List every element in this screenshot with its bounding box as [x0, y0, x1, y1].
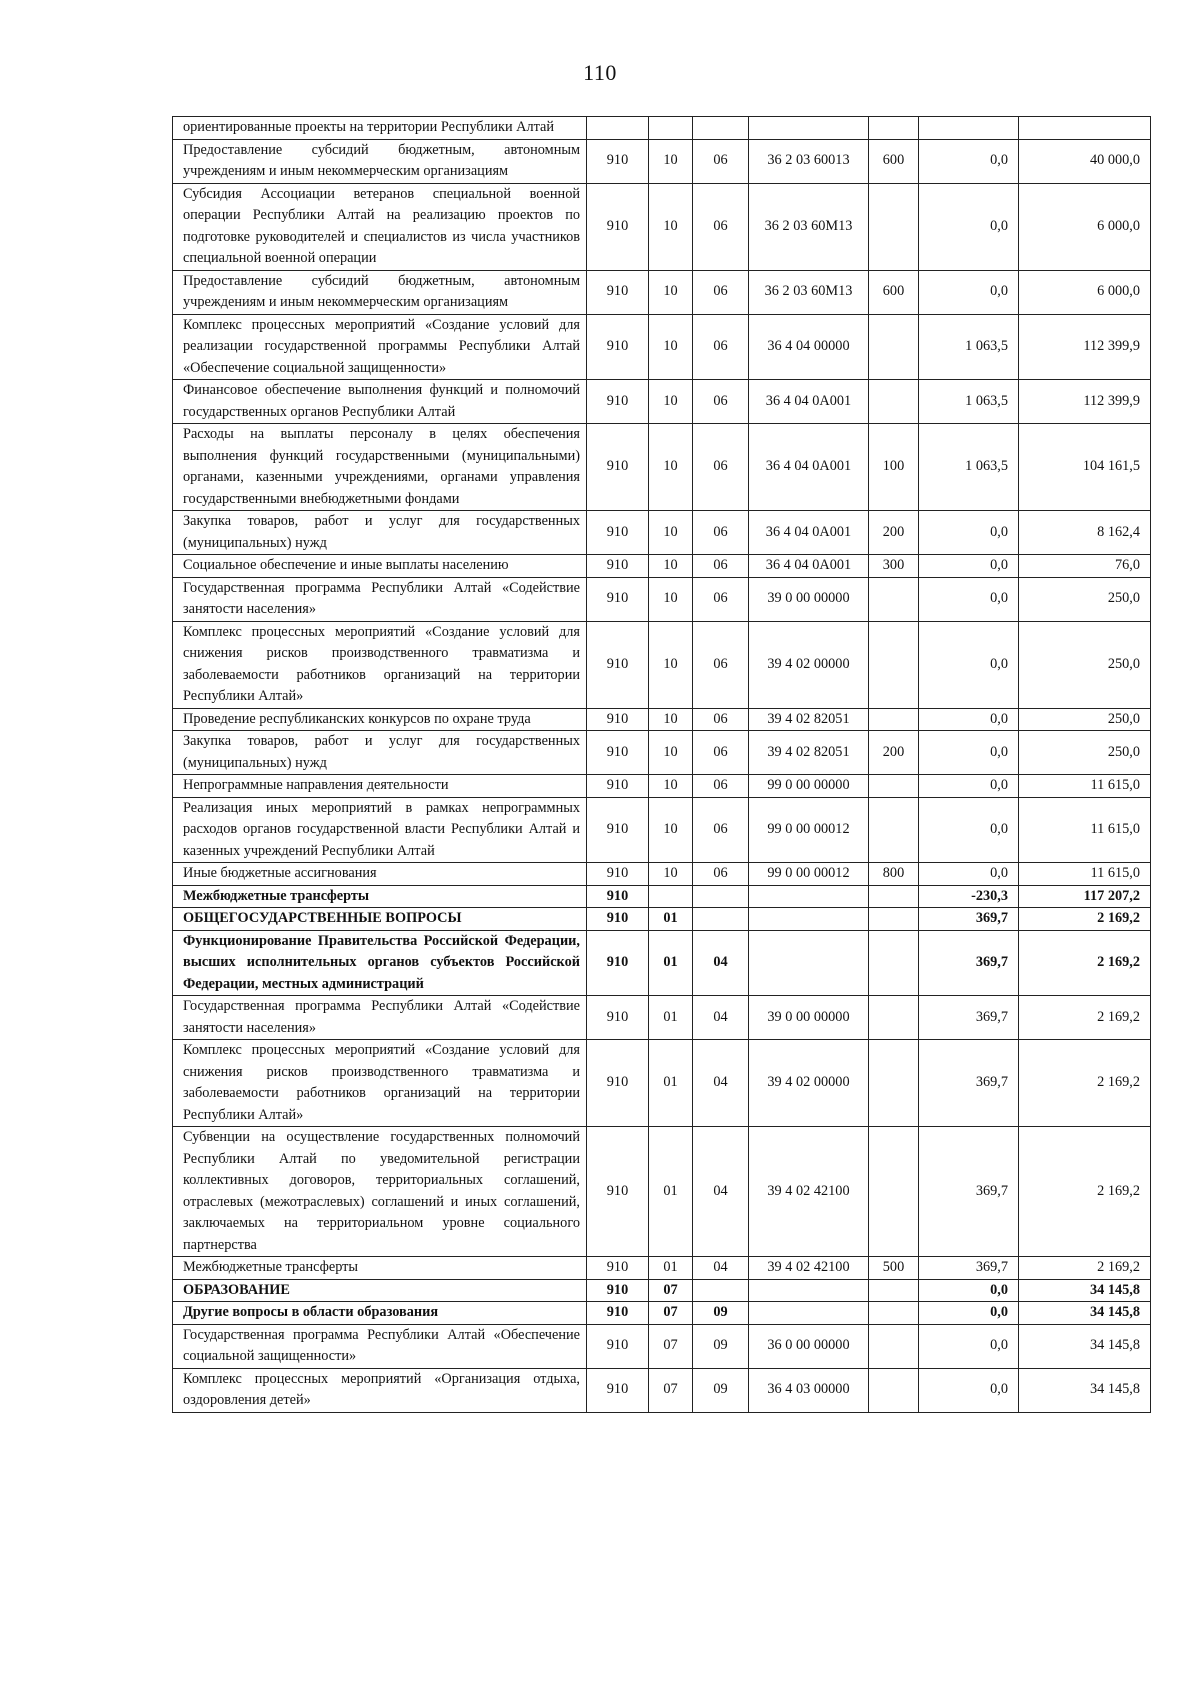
- row-name: Государственная программа Республики Алтай «Содействие занятости населения»: [173, 996, 587, 1040]
- row-amount-total: 2 169,2: [1019, 1040, 1151, 1127]
- row-subsection: 06: [693, 863, 749, 886]
- row-expense-type: [869, 996, 919, 1040]
- row-name: Функционирование Правительства Российской Федерации, высших исполнительных органов субъектов Российской Федерации, местных администраций: [173, 930, 587, 996]
- row-amount-change: 0,0: [919, 577, 1019, 621]
- row-target-article: 36 2 03 60М13: [749, 270, 869, 314]
- row-amount-total: 250,0: [1019, 731, 1151, 775]
- row-subsection: 06: [693, 577, 749, 621]
- row-expense-type: [869, 117, 919, 140]
- row-target-article: 36 0 00 00000: [749, 1324, 869, 1368]
- row-amount-total: 250,0: [1019, 577, 1151, 621]
- row-amount-change: 0,0: [919, 1279, 1019, 1302]
- row-grbs: 910: [587, 775, 649, 798]
- row-amount-total: 34 145,8: [1019, 1324, 1151, 1368]
- table-row: [173, 314, 1151, 380]
- row-name: Государственная программа Республики Алтай «Обеспечение социальной защищенности»: [173, 1324, 587, 1368]
- row-target-article: 99 0 00 00000: [749, 775, 869, 798]
- row-amount-total: 40 000,0: [1019, 139, 1151, 183]
- row-amount-change: 0,0: [919, 555, 1019, 578]
- row-amount-total: 112 399,9: [1019, 314, 1151, 380]
- row-amount-total: 6 000,0: [1019, 270, 1151, 314]
- row-expense-type: [869, 1127, 919, 1257]
- row-subsection: 04: [693, 1040, 749, 1127]
- row-expense-type: 100: [869, 424, 919, 511]
- row-target-article: 36 4 04 0А001: [749, 380, 869, 424]
- row-name: Субвенции на осуществление государственных полномочий Республики Алтай по уведомительной регистрации коллективных договоров, территориальных соглашений, отраслевых (межотраслевых) соглашений и иных соглашений, заключаемых на территориальном уровне социального партнерства: [173, 1127, 587, 1257]
- row-section: 10: [649, 863, 693, 886]
- budget-table: [172, 116, 1151, 1413]
- row-name: Государственная программа Республики Алтай «Содействие занятости населения»: [173, 577, 587, 621]
- row-subsection: 06: [693, 621, 749, 708]
- row-section: 10: [649, 775, 693, 798]
- row-name: ОБРАЗОВАНИЕ: [173, 1279, 587, 1302]
- row-grbs: 910: [587, 1127, 649, 1257]
- row-grbs: 910: [587, 270, 649, 314]
- row-amount-total: [1019, 117, 1151, 140]
- row-amount-change: 0,0: [919, 621, 1019, 708]
- row-section: 07: [649, 1302, 693, 1325]
- row-amount-change: 369,7: [919, 930, 1019, 996]
- row-target-article: [749, 1302, 869, 1325]
- row-name: Межбюджетные трансферты: [173, 1257, 587, 1280]
- row-subsection: 06: [693, 314, 749, 380]
- row-section: 10: [649, 424, 693, 511]
- row-amount-total: 11 615,0: [1019, 797, 1151, 863]
- row-subsection: 09: [693, 1302, 749, 1325]
- row-grbs: 910: [587, 139, 649, 183]
- row-amount-change: 369,7: [919, 996, 1019, 1040]
- row-amount-total: 34 145,8: [1019, 1368, 1151, 1412]
- table-row: [173, 139, 1151, 183]
- table-row: [173, 577, 1151, 621]
- row-name: Предоставление субсидий бюджетным, автономным учреждениям и иным некоммерческим организациям: [173, 270, 587, 314]
- row-expense-type: [869, 183, 919, 270]
- row-grbs: 910: [587, 577, 649, 621]
- row-amount-change: 0,0: [919, 1368, 1019, 1412]
- row-amount-change: 369,7: [919, 1040, 1019, 1127]
- row-grbs: 910: [587, 183, 649, 270]
- table-row: [173, 996, 1151, 1040]
- table-row: [173, 1302, 1151, 1325]
- row-expense-type: 200: [869, 731, 919, 775]
- row-subsection: 06: [693, 555, 749, 578]
- table-row: [173, 908, 1151, 931]
- row-name: Межбюджетные трансферты: [173, 885, 587, 908]
- row-amount-total: 112 399,9: [1019, 380, 1151, 424]
- row-amount-change: -230,3: [919, 885, 1019, 908]
- table-row: [173, 1257, 1151, 1280]
- row-expense-type: [869, 314, 919, 380]
- row-name: Комплекс процессных мероприятий «Организация отдыха, оздоровления детей»: [173, 1368, 587, 1412]
- row-subsection: [693, 117, 749, 140]
- row-amount-change: 1 063,5: [919, 314, 1019, 380]
- row-expense-type: 800: [869, 863, 919, 886]
- row-name: Финансовое обеспечение выполнения функций и полномочий государственных органов Республики Алтай: [173, 380, 587, 424]
- row-target-article: 39 0 00 00000: [749, 996, 869, 1040]
- row-target-article: 39 4 02 42100: [749, 1127, 869, 1257]
- row-grbs: 910: [587, 1257, 649, 1280]
- row-name: Комплекс процессных мероприятий «Создание условий для реализации государственной программы Республики Алтай «Обеспечение социальной защищенности»: [173, 314, 587, 380]
- row-section: 10: [649, 139, 693, 183]
- row-section: [649, 117, 693, 140]
- table-row: [173, 1324, 1151, 1368]
- row-amount-total: 11 615,0: [1019, 775, 1151, 798]
- row-section: 07: [649, 1368, 693, 1412]
- row-expense-type: 200: [869, 511, 919, 555]
- table-row: [173, 1040, 1151, 1127]
- row-section: 10: [649, 621, 693, 708]
- table-row: [173, 117, 1151, 140]
- row-section: 10: [649, 511, 693, 555]
- row-section: 10: [649, 314, 693, 380]
- row-grbs: 910: [587, 708, 649, 731]
- row-amount-change: 0,0: [919, 775, 1019, 798]
- row-subsection: 06: [693, 270, 749, 314]
- row-target-article: [749, 885, 869, 908]
- row-grbs: 910: [587, 996, 649, 1040]
- row-expense-type: [869, 930, 919, 996]
- row-name: Закупка товаров, работ и услуг для государственных (муниципальных) нужд: [173, 511, 587, 555]
- row-subsection: [693, 908, 749, 931]
- row-section: 01: [649, 930, 693, 996]
- row-section: 10: [649, 797, 693, 863]
- row-amount-change: 0,0: [919, 139, 1019, 183]
- row-grbs: 910: [587, 555, 649, 578]
- row-section: 10: [649, 380, 693, 424]
- table-row: [173, 555, 1151, 578]
- row-section: 10: [649, 270, 693, 314]
- row-subsection: 04: [693, 1127, 749, 1257]
- row-expense-type: 300: [869, 555, 919, 578]
- table-row: [173, 270, 1151, 314]
- table-row: [173, 930, 1151, 996]
- row-target-article: 39 4 02 82051: [749, 708, 869, 731]
- row-amount-change: 0,0: [919, 863, 1019, 886]
- row-target-article: 36 4 04 00000: [749, 314, 869, 380]
- row-amount-total: 11 615,0: [1019, 863, 1151, 886]
- row-grbs: 910: [587, 1368, 649, 1412]
- row-section: [649, 885, 693, 908]
- row-expense-type: 600: [869, 139, 919, 183]
- table-row: [173, 1368, 1151, 1412]
- row-grbs: 910: [587, 863, 649, 886]
- table-row: [173, 380, 1151, 424]
- row-subsection: 06: [693, 511, 749, 555]
- budget-table-body: [173, 117, 1151, 1413]
- row-section: 01: [649, 996, 693, 1040]
- row-grbs: 910: [587, 424, 649, 511]
- row-target-article: [749, 908, 869, 931]
- row-expense-type: [869, 1368, 919, 1412]
- row-section: 07: [649, 1279, 693, 1302]
- row-section: 10: [649, 183, 693, 270]
- table-row: [173, 863, 1151, 886]
- row-target-article: 99 0 00 00012: [749, 863, 869, 886]
- row-target-article: 39 4 02 00000: [749, 1040, 869, 1127]
- row-expense-type: [869, 621, 919, 708]
- table-row: [173, 511, 1151, 555]
- row-amount-change: 369,7: [919, 1127, 1019, 1257]
- row-expense-type: [869, 1279, 919, 1302]
- table-row: [173, 731, 1151, 775]
- row-amount-change: [919, 117, 1019, 140]
- row-section: 10: [649, 708, 693, 731]
- row-expense-type: [869, 775, 919, 798]
- row-subsection: 06: [693, 708, 749, 731]
- row-amount-total: 2 169,2: [1019, 1257, 1151, 1280]
- table-row: [173, 797, 1151, 863]
- row-subsection: 09: [693, 1324, 749, 1368]
- row-amount-change: 0,0: [919, 511, 1019, 555]
- page-number: 110: [583, 60, 617, 85]
- row-subsection: 06: [693, 424, 749, 511]
- row-name: Социальное обеспечение и иные выплаты населению: [173, 555, 587, 578]
- row-amount-change: 0,0: [919, 183, 1019, 270]
- row-grbs: 910: [587, 1279, 649, 1302]
- row-target-article: [749, 1279, 869, 1302]
- row-section: 07: [649, 1324, 693, 1368]
- row-section: 01: [649, 908, 693, 931]
- row-amount-total: 8 162,4: [1019, 511, 1151, 555]
- row-section: 01: [649, 1127, 693, 1257]
- row-name: Комплекс процессных мероприятий «Создание условий для снижения рисков производственного травматизма и заболеваемости работников организаций на территории Республики Алтай»: [173, 1040, 587, 1127]
- row-section: 01: [649, 1040, 693, 1127]
- row-expense-type: 500: [869, 1257, 919, 1280]
- row-amount-total: 6 000,0: [1019, 183, 1151, 270]
- row-target-article: 36 2 03 60013: [749, 139, 869, 183]
- row-subsection: 04: [693, 1257, 749, 1280]
- table-row: [173, 424, 1151, 511]
- row-target-article: 99 0 00 00012: [749, 797, 869, 863]
- row-grbs: 910: [587, 1302, 649, 1325]
- table-row: [173, 1279, 1151, 1302]
- row-name: Расходы на выплаты персоналу в целях обеспечения выполнения функций государственными (муниципальными) органами, казенными учреждениями, органами управления государственными внебюджетными фондами: [173, 424, 587, 511]
- row-subsection: 09: [693, 1368, 749, 1412]
- row-target-article: 36 4 04 0А001: [749, 424, 869, 511]
- row-amount-total: 34 145,8: [1019, 1302, 1151, 1325]
- row-grbs: 910: [587, 797, 649, 863]
- row-expense-type: [869, 885, 919, 908]
- row-name: Комплекс процессных мероприятий «Создание условий для снижения рисков производственного травматизма и заболеваемости работников организаций на территории Республики Алтай»: [173, 621, 587, 708]
- row-expense-type: [869, 577, 919, 621]
- row-expense-type: [869, 797, 919, 863]
- row-amount-change: 1 063,5: [919, 380, 1019, 424]
- row-expense-type: [869, 1302, 919, 1325]
- row-expense-type: [869, 380, 919, 424]
- row-grbs: 910: [587, 511, 649, 555]
- row-grbs: 910: [587, 908, 649, 931]
- row-subsection: 06: [693, 380, 749, 424]
- row-amount-total: 2 169,2: [1019, 908, 1151, 931]
- row-target-article: 36 2 03 60М13: [749, 183, 869, 270]
- row-subsection: 04: [693, 996, 749, 1040]
- row-name: ориентированные проекты на территории Республики Алтай: [173, 117, 587, 140]
- row-grbs: 910: [587, 1324, 649, 1368]
- row-amount-total: 34 145,8: [1019, 1279, 1151, 1302]
- row-amount-total: 2 169,2: [1019, 930, 1151, 996]
- row-subsection: 06: [693, 183, 749, 270]
- row-amount-change: 0,0: [919, 270, 1019, 314]
- row-amount-total: 117 207,2: [1019, 885, 1151, 908]
- row-amount-total: 2 169,2: [1019, 1127, 1151, 1257]
- row-section: 01: [649, 1257, 693, 1280]
- row-subsection: 06: [693, 731, 749, 775]
- table-row: [173, 885, 1151, 908]
- row-amount-total: 250,0: [1019, 708, 1151, 731]
- row-expense-type: [869, 1040, 919, 1127]
- row-grbs: 910: [587, 930, 649, 996]
- row-expense-type: [869, 708, 919, 731]
- row-target-article: 36 4 04 0А001: [749, 555, 869, 578]
- row-amount-change: 0,0: [919, 708, 1019, 731]
- row-name: Другие вопросы в области образования: [173, 1302, 587, 1325]
- row-grbs: 910: [587, 885, 649, 908]
- row-target-article: 39 4 02 42100: [749, 1257, 869, 1280]
- table-row: [173, 708, 1151, 731]
- table-row: [173, 1127, 1151, 1257]
- row-name: Субсидия Ассоциации ветеранов специальной военной операции Республики Алтай на реализацию проектов по подготовке руководителей и специалистов из числа участников специальной военной операции: [173, 183, 587, 270]
- row-grbs: 910: [587, 314, 649, 380]
- row-amount-total: 104 161,5: [1019, 424, 1151, 511]
- row-name: ОБЩЕГОСУДАРСТВЕННЫЕ ВОПРОСЫ: [173, 908, 587, 931]
- row-expense-type: [869, 908, 919, 931]
- row-section: 10: [649, 577, 693, 621]
- row-amount-total: 2 169,2: [1019, 996, 1151, 1040]
- row-target-article: 39 4 02 00000: [749, 621, 869, 708]
- row-amount-total: 76,0: [1019, 555, 1151, 578]
- row-grbs: [587, 117, 649, 140]
- table-row: [173, 183, 1151, 270]
- row-name: Закупка товаров, работ и услуг для государственных (муниципальных) нужд: [173, 731, 587, 775]
- row-name: Непрограммные направления деятельности: [173, 775, 587, 798]
- row-amount-change: 0,0: [919, 797, 1019, 863]
- row-amount-change: 1 063,5: [919, 424, 1019, 511]
- row-subsection: 06: [693, 775, 749, 798]
- row-target-article: 39 0 00 00000: [749, 577, 869, 621]
- row-amount-total: 250,0: [1019, 621, 1151, 708]
- row-target-article: 36 4 04 0А001: [749, 511, 869, 555]
- row-amount-change: 369,7: [919, 1257, 1019, 1280]
- row-expense-type: 600: [869, 270, 919, 314]
- row-subsection: 04: [693, 930, 749, 996]
- row-subsection: 06: [693, 797, 749, 863]
- row-target-article: [749, 930, 869, 996]
- row-grbs: 910: [587, 621, 649, 708]
- row-amount-change: 0,0: [919, 1324, 1019, 1368]
- row-grbs: 910: [587, 380, 649, 424]
- row-section: 10: [649, 731, 693, 775]
- row-name: Иные бюджетные ассигнования: [173, 863, 587, 886]
- row-name: Предоставление субсидий бюджетным, автономным учреждениям и иным некоммерческим организациям: [173, 139, 587, 183]
- row-name: Проведение республиканских конкурсов по охране труда: [173, 708, 587, 731]
- row-name: Реализация иных мероприятий в рамках непрограммных расходов органов государственной власти Республики Алтай и казенных учреждений Республики Алтай: [173, 797, 587, 863]
- row-target-article: 36 4 03 00000: [749, 1368, 869, 1412]
- row-amount-change: 369,7: [919, 908, 1019, 931]
- row-grbs: 910: [587, 1040, 649, 1127]
- row-expense-type: [869, 1324, 919, 1368]
- table-row: [173, 621, 1151, 708]
- row-amount-change: 0,0: [919, 1302, 1019, 1325]
- row-subsection: 06: [693, 139, 749, 183]
- row-section: 10: [649, 555, 693, 578]
- row-amount-change: 0,0: [919, 731, 1019, 775]
- row-subsection: [693, 1279, 749, 1302]
- row-target-article: [749, 117, 869, 140]
- row-grbs: 910: [587, 731, 649, 775]
- row-target-article: 39 4 02 82051: [749, 731, 869, 775]
- table-row: [173, 775, 1151, 798]
- row-subsection: [693, 885, 749, 908]
